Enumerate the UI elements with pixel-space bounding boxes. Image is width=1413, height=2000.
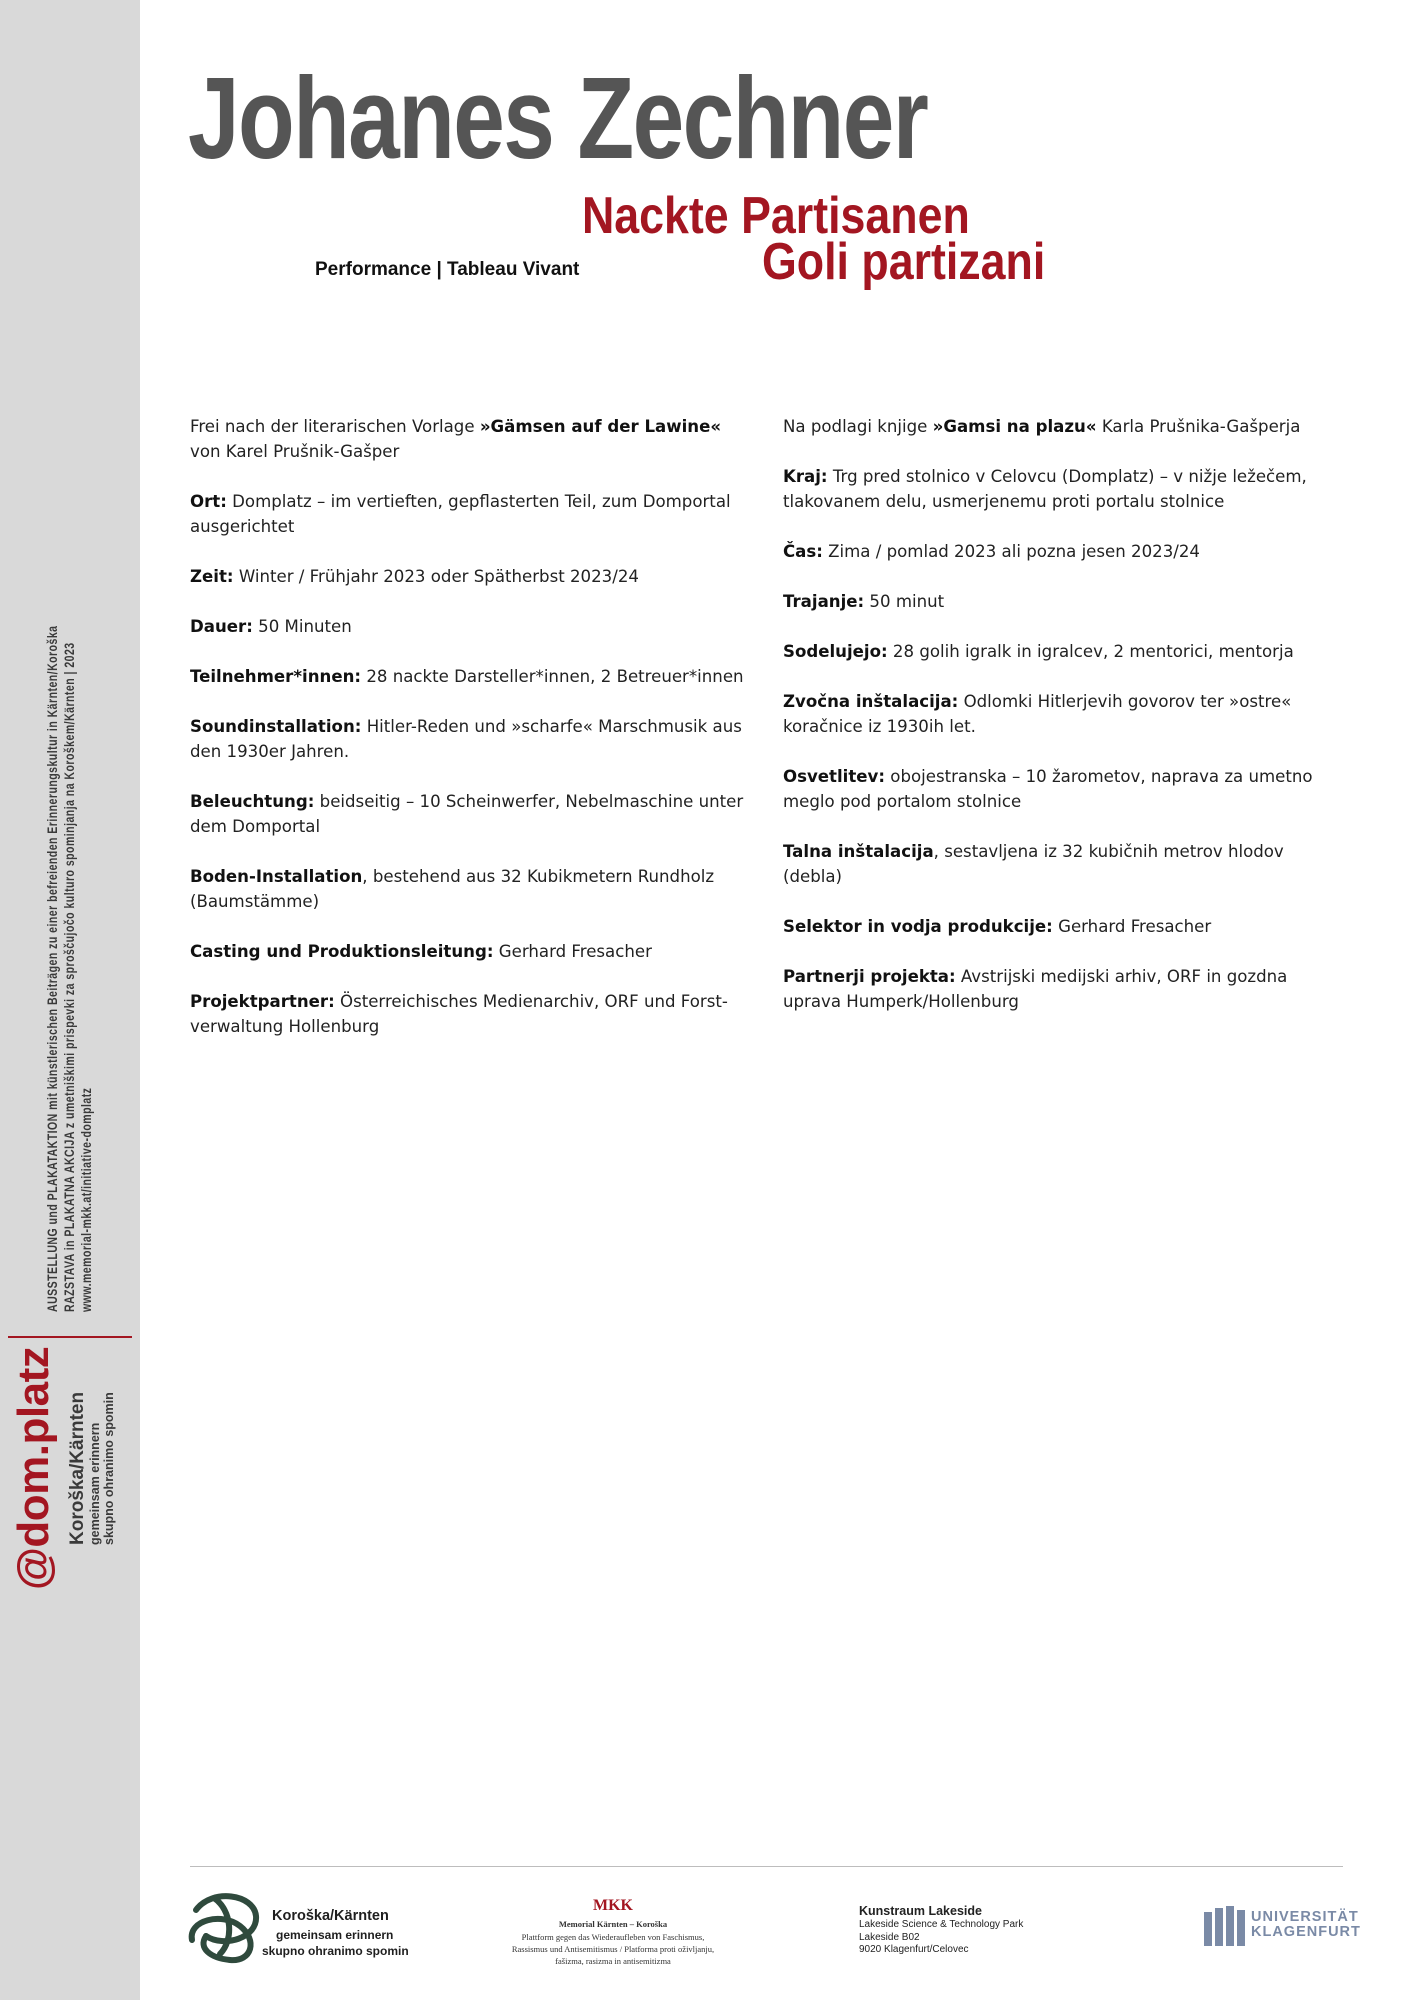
slovene-item bbox=[783, 839, 1343, 889]
item-label: Dauer: bbox=[190, 617, 253, 636]
intro-text: Frei nach der literarischen Vorlage bbox=[190, 417, 480, 436]
artist-name: Johanes Zechner bbox=[188, 53, 928, 183]
german-item bbox=[190, 789, 745, 839]
item-value: Domplatz – im vertieften, gepflasterten Teil, zum Domportal ausgerichtet bbox=[190, 492, 731, 536]
item-label: Casting und Produktionsleitung: bbox=[190, 942, 494, 961]
item-label: Trajanje: bbox=[783, 592, 865, 611]
brand-logo: @dom.platz bbox=[9, 1346, 58, 1590]
item-label: Partnerji projekta: bbox=[783, 967, 956, 986]
item-value: Trg pred stolnico v Celovcu (Domplatz) – v nižje ležečem, tlakovanem delu, usmerjenemu proti portalu stolnice bbox=[783, 467, 1307, 511]
university-mark-icon bbox=[1204, 1906, 1248, 1946]
sidebar-line-de: AUSSTELLUNG und PLAKATAKTION mit künstlerischen Beiträgen zu einer befreienden Erinnerungskultur in Kärnten/Koroška bbox=[45, 625, 60, 1312]
item-label: Ort: bbox=[190, 492, 227, 511]
item-value: Zima / pomlad 2023 ali pozna jesen 2023/24 bbox=[822, 542, 1200, 561]
item-value: 28 nackte Darsteller*innen, 2 Betreuer*innen bbox=[361, 667, 744, 686]
sidebar-brand-block bbox=[9, 1346, 58, 1590]
knot-icon bbox=[184, 1890, 268, 1966]
intro-author: Karla Prušnika-Gašperja bbox=[1096, 417, 1301, 436]
item-value: Avstrijski medijski arhiv, ORF in gozdna uprava Humperk/Hollenburg bbox=[783, 967, 1288, 1011]
sidebar-divider bbox=[8, 1336, 132, 1338]
mkk-title: MKK bbox=[593, 1897, 633, 1914]
slovene-column bbox=[783, 414, 1343, 1039]
sidebar bbox=[0, 0, 140, 2000]
slovene-item bbox=[783, 914, 1343, 939]
item-value: Winter / Frühjahr 2023 oder Spätherbst 2023/24 bbox=[233, 567, 639, 586]
logo1-region: Koroška/Kärnten bbox=[272, 1908, 389, 1924]
item-label: Boden-Installation bbox=[190, 867, 363, 886]
german-item bbox=[190, 489, 745, 539]
kunstraum-line-3: 9020 Klagenfurt/Celovec bbox=[859, 1944, 969, 1955]
item-value: 28 golih igralk in igralcev, 2 mentorici, mentorja bbox=[887, 642, 1294, 661]
mkk-desc-3: fašizma, rasizma in antisemitizma bbox=[555, 1956, 671, 1966]
item-label: Osvetlitev: bbox=[783, 767, 886, 786]
sidebar-brand-sub-block bbox=[68, 1392, 116, 1545]
slovene-item bbox=[783, 639, 1343, 664]
item-label: Čas: bbox=[783, 542, 823, 561]
intro-author: von Karel Prušnik-Gašper bbox=[190, 442, 400, 461]
university-line-1: UNIVERSITÄT bbox=[1251, 1909, 1359, 1925]
item-value: , bestehend aus 32 Kubikmetern Rundholz (Baumstämme) bbox=[190, 867, 715, 911]
slovene-item bbox=[783, 589, 1343, 614]
mkk-subtitle: Memorial Kärnten – Koroška bbox=[558, 1919, 668, 1929]
german-column bbox=[190, 414, 745, 1064]
item-label: Zvočna inštalacija: bbox=[783, 692, 959, 711]
mkk-desc-1: Plattform gegen das Wiederaufleben von Faschismus, bbox=[521, 1932, 705, 1942]
sidebar-line-sl: RAZSTAVA in PLAKATNA AKCIJA z umetniškimi prispevki za sproščujočo kulturo spominjanja na Koroškem/Kärnten | 2023 bbox=[62, 642, 77, 1312]
title-german: Nackte Partisanen bbox=[582, 187, 970, 245]
kunstraum-line-2: Lakeside B02 bbox=[859, 1931, 920, 1943]
slovene-item bbox=[783, 964, 1343, 1014]
slovene-item bbox=[783, 764, 1343, 814]
item-value: Odlomki Hitlerjevih govorov ter »ostre« koračnice iz 1930ih let. bbox=[783, 692, 1292, 736]
item-label: Kraj: bbox=[783, 467, 828, 486]
item-label: Soundinstallation: bbox=[190, 717, 362, 736]
brand-tagline-de: gemeinsam erinnern bbox=[88, 1422, 102, 1545]
item-label: Beleuchtung: bbox=[190, 792, 315, 811]
brand-region: Koroška/Kärnten bbox=[67, 1391, 88, 1545]
german-item bbox=[190, 714, 745, 764]
german-item bbox=[190, 614, 745, 639]
university-name bbox=[1251, 1910, 1361, 1939]
item-value: beidseitig – 10 Scheinwerfer, Nebelmaschine unter dem Domportal bbox=[190, 792, 744, 836]
book-title: »Gamsi na plazu« bbox=[932, 417, 1097, 436]
kunstraum-line-1: Lakeside Science & Technology Park bbox=[859, 1919, 1024, 1930]
item-value: Österreichisches Medienarchiv, ORF und Forst-verwaltung Hollenburg bbox=[190, 992, 728, 1036]
slovene-item bbox=[783, 689, 1343, 739]
kunstraum-block bbox=[859, 1904, 1023, 1957]
genre-label: Performance | Tableau Vivant bbox=[315, 259, 580, 280]
item-label: Selektor in vodja produkcije: bbox=[783, 917, 1053, 936]
item-label: Talna inštalacija bbox=[783, 842, 934, 861]
item-value: Hitler-Reden und »scharfe« Marschmusik aus den 1930er Jahren. bbox=[190, 717, 742, 761]
mkk-logo bbox=[502, 1896, 724, 1966]
logo1-tagline-de: gemeinsam erinnern bbox=[276, 1928, 394, 1942]
item-value: Gerhard Fresacher bbox=[493, 942, 652, 961]
footer-divider bbox=[190, 1866, 1343, 1867]
title-slovene: Goli partizani bbox=[762, 233, 1046, 291]
slovene-item bbox=[783, 539, 1343, 564]
item-value: obojestranska – 10 žarometov, naprava za umetno meglo pod portalom stolnice bbox=[783, 767, 1313, 811]
item-label: Sodelujejo: bbox=[783, 642, 888, 661]
german-item bbox=[190, 864, 745, 914]
university-logo bbox=[1204, 1906, 1361, 1950]
german-intro bbox=[190, 414, 745, 464]
item-value: Gerhard Fresacher bbox=[1052, 917, 1212, 936]
item-label: Teilnehmer*innen: bbox=[190, 667, 362, 686]
slovene-intro bbox=[783, 414, 1343, 439]
university-line-2: KLAGENFURT bbox=[1251, 1923, 1361, 1940]
book-title: »Gämsen auf der Lawine« bbox=[479, 417, 722, 436]
item-value: 50 Minuten bbox=[252, 617, 352, 636]
slovene-item bbox=[783, 464, 1343, 514]
koroska-logo-mark bbox=[184, 1890, 268, 1970]
german-item bbox=[190, 939, 745, 964]
sidebar-info-block bbox=[44, 432, 95, 1312]
mkk-desc-2: Rassismus und Antisemitismus / Platforma proti oživljanju, bbox=[511, 1944, 715, 1954]
logo1-tagline-sl: skupno ohranimo spomin bbox=[262, 1944, 409, 1958]
item-label: Projektpartner: bbox=[190, 992, 335, 1011]
item-value: 50 minut bbox=[864, 592, 945, 611]
item-value: , sestavljena iz 32 kubičnih metrov hlodov (debla) bbox=[783, 842, 1284, 886]
kunstraum-title: Kunstraum Lakeside bbox=[859, 1904, 982, 1918]
german-item bbox=[190, 664, 745, 689]
item-label: Zeit: bbox=[190, 567, 234, 586]
german-item bbox=[190, 989, 745, 1039]
intro-text: Na podlagi knjige bbox=[783, 417, 933, 436]
brand-tagline-sl: skupno ohranimo spomin bbox=[102, 1392, 116, 1545]
sidebar-url: www.memorial-mkk.at/initiative-domplatz bbox=[79, 1087, 94, 1312]
german-item bbox=[190, 564, 745, 589]
